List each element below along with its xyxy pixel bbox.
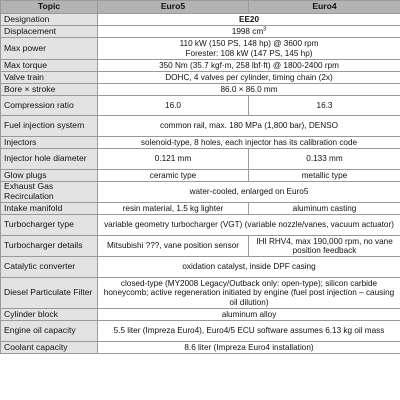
row-label: Engine oil capacity [1, 321, 98, 342]
value-line: Forester: 108 kW (147 PS, 145 hp) [185, 48, 313, 58]
value-text: oxidation catalyst, inside DPF casing [182, 262, 316, 272]
row-label: Injectors [1, 137, 98, 149]
euro4-value: IHI RHV4, max 190,000 rpm, no vane position feedback [249, 236, 400, 257]
shared-value [98, 38, 400, 60]
table-row [1, 60, 400, 72]
row-label: Designation [1, 14, 98, 26]
table-row [1, 149, 400, 170]
row-label: Max power [1, 38, 98, 60]
table-row [1, 72, 400, 84]
shared-value [98, 137, 400, 149]
table-row [1, 137, 400, 149]
table-row [1, 14, 400, 26]
value-text: closed-type (MY2008 Legacy/Outback only: open-type); silicon carbide honeycomb; active regeneration initiated by engine (fuel post injection – causing oil dilution) [103, 279, 395, 307]
row-label: Coolant capacity [1, 342, 98, 354]
shared-value [98, 215, 400, 236]
value-text: DOHC, 4 valves per cylinder, timing chain (2x) [165, 72, 333, 82]
value-text: 350 Nm (35.7 kgf·m, 258 lbf·ft) @ 1800-2400 rpm [159, 60, 339, 70]
value-text: water-cooled, enlarged on Euro5 [189, 187, 309, 197]
shared-value [98, 257, 400, 278]
shared-value [98, 26, 400, 38]
value-text: 86.0 × 86.0 mm [220, 84, 278, 94]
header-topic: Topic [1, 1, 98, 14]
table-row [1, 236, 400, 257]
table-row [1, 84, 400, 96]
header-euro5: Euro5 [98, 1, 249, 14]
value-superscript: 3 [263, 26, 267, 33]
table-row [1, 116, 400, 137]
row-label: Intake manifold [1, 203, 98, 215]
shared-value [98, 72, 400, 84]
euro5-value: resin material, 1.5 kg lighter [98, 203, 249, 215]
table-row [1, 215, 400, 236]
shared-value [98, 116, 400, 137]
value-text: 5.5 liter (Impreza Euro4), Euro4/5 ECU software assumes 6.13 kg oil mass [113, 326, 385, 336]
row-label: Fuel injection system [1, 116, 98, 137]
header-euro4: Euro4 [249, 1, 400, 14]
row-label: Turbocharger type [1, 215, 98, 236]
table-row [1, 321, 400, 342]
row-label: Catalytic converter [1, 257, 98, 278]
table-row [1, 309, 400, 321]
shared-value [98, 182, 400, 203]
value-line: 110 kW (150 PS, 148 hp) @ 3600 rpm [179, 39, 319, 49]
shared-value [98, 84, 400, 96]
euro4-value: 16.3 [249, 96, 400, 116]
euro4-value: 0.133 mm [249, 149, 400, 170]
euro4-value: aluminum casting [249, 203, 400, 215]
row-label: Injector hole diameter [1, 149, 98, 170]
value-text: 1998 cm [231, 26, 264, 36]
value-text: common rail, max. 180 MPa (1,800 bar), DENSO [160, 121, 338, 131]
row-label: Max torque [1, 60, 98, 72]
row-label: Glow plugs [1, 170, 98, 182]
row-label: Cylinder block [1, 309, 98, 321]
table-row [1, 278, 400, 309]
spec-body [1, 14, 400, 354]
shared-value [98, 278, 400, 309]
table-row [1, 342, 400, 354]
row-label: Bore × stroke [1, 84, 98, 96]
row-label: Displacement [1, 26, 98, 38]
table-row [1, 26, 400, 38]
euro5-value: 16.0 [98, 96, 249, 116]
value-text: variable geometry turbocharger (VGT) (variable nozzle/vanes, vacuum actuator) [104, 220, 394, 230]
row-label: Compression ratio [1, 96, 98, 116]
euro5-value: 0.121 mm [98, 149, 249, 170]
row-label: Valve train [1, 72, 98, 84]
table-row [1, 38, 400, 60]
row-label: Exhaust Gas Recirculation [1, 182, 98, 203]
table-row [1, 203, 400, 215]
shared-value [98, 60, 400, 72]
euro5-value: ceramic type [98, 170, 249, 182]
row-label: Turbocharger details [1, 236, 98, 257]
shared-value [98, 14, 400, 26]
euro5-value: Mitsubishi ???, vane position sensor [98, 236, 249, 257]
shared-value [98, 309, 400, 321]
table-row [1, 182, 400, 203]
shared-value [98, 342, 400, 354]
table-row [1, 170, 400, 182]
header-row [1, 1, 400, 14]
table-row [1, 96, 400, 116]
euro4-value: metallic type [249, 170, 400, 182]
value-text: aluminum alloy [221, 309, 277, 319]
value-text: solenoid-type, 8 holes, each injector has its calibration code [140, 137, 358, 147]
table-row [1, 257, 400, 278]
value-text: 8.6 liter (Impreza Euro4 installation) [184, 342, 314, 352]
row-label: Diesel Particulate Filter [1, 278, 98, 309]
shared-value [98, 321, 400, 342]
value-text: EE20 [238, 14, 260, 24]
